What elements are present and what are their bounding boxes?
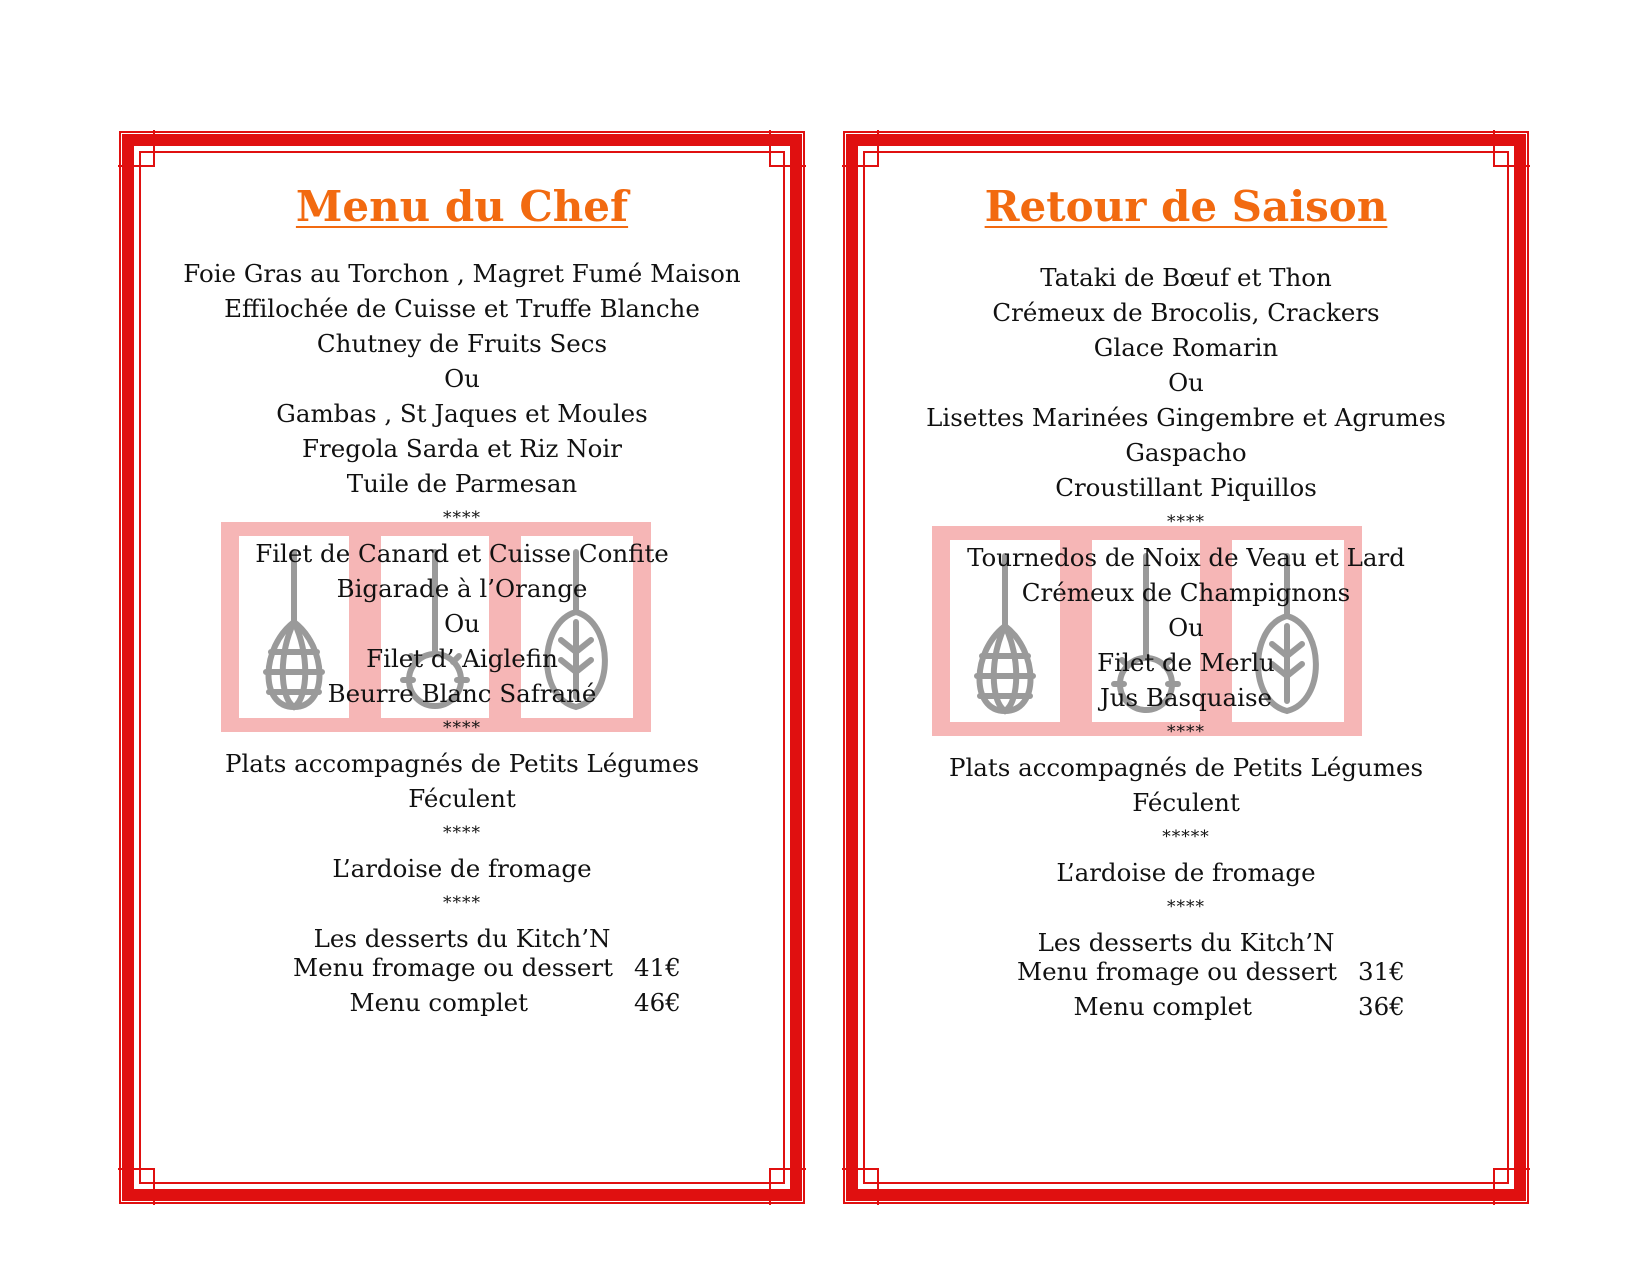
price-label: Menu fromage ou dessert <box>293 953 613 982</box>
separator: **** <box>443 718 481 738</box>
separator: ***** <box>1162 827 1210 847</box>
price-label: Menu fromage ou dessert <box>1017 957 1337 986</box>
separator: **** <box>443 893 481 913</box>
menu-line: Ou <box>444 609 480 638</box>
menu-line: Lisettes Marinées Gingembre et Agrumes <box>926 403 1446 432</box>
menu-title: Retour de Saison <box>984 182 1388 231</box>
price-label: Menu complet <box>1073 992 1252 1021</box>
separator: **** <box>1167 897 1205 917</box>
price-row <box>283 985 681 1020</box>
menu-line: Tuile de Parmesan <box>346 469 578 498</box>
menu-line: Plats accompagnés de Petits Légumes <box>224 749 700 778</box>
menu-line: Ou <box>1168 613 1204 642</box>
menu-line: Croustillant Piquillos <box>1055 473 1317 502</box>
menu-line: Ou <box>1168 368 1204 397</box>
separator: **** <box>443 508 481 528</box>
menu-line: L’ardoise de fromage <box>332 854 592 883</box>
menu-line: Féculent <box>1132 788 1240 817</box>
menu-line: Ou <box>444 364 480 393</box>
menu-title: Menu du Chef <box>295 182 629 231</box>
menu-line: Beurre Blanc Safrané <box>327 679 597 708</box>
menu-line: Les desserts du Kitch’N <box>313 924 611 953</box>
menu-line: Gaspacho <box>1125 438 1247 467</box>
separator: **** <box>443 823 481 843</box>
menu-card-saison <box>842 130 1530 1205</box>
menu-line: Glace Romarin <box>1093 333 1279 362</box>
menu-line: Chutney de Fruits Secs <box>316 329 608 358</box>
menu-line: Tataki de Bœuf et Thon <box>1040 263 1332 292</box>
menu-line: Les desserts du Kitch’N <box>1037 928 1335 957</box>
price-row <box>1007 989 1405 1024</box>
menu-line: Filet d’ Aiglefin <box>366 644 558 673</box>
price-amount: 36€ <box>1358 992 1405 1021</box>
price-row <box>1007 954 1405 989</box>
price-label: Menu complet <box>349 988 528 1017</box>
menu-line: Fregola Sarda et Riz Noir <box>302 434 622 463</box>
price-amount: 31€ <box>1358 957 1405 986</box>
menu-line: Féculent <box>408 784 516 813</box>
menu-line: Crémeux de Champignons <box>1021 578 1351 607</box>
menu-line: Effilochée de Cuisse et Truffe Blanche <box>224 294 700 323</box>
menu-lines <box>158 256 766 956</box>
menu-line: Crémeux de Brocolis, Crackers <box>992 298 1380 327</box>
menu-line: Filet de Merlu <box>1097 648 1275 677</box>
menu-line: Plats accompagnés de Petits Légumes <box>948 753 1424 782</box>
menu-line: Jus Basquaise <box>1099 683 1273 712</box>
separator: **** <box>1167 512 1205 532</box>
price-amount: 46€ <box>634 988 681 1017</box>
menu-line: Filet de Canard et Cuisse Confite <box>255 539 669 568</box>
menu-line: Tournedos de Noix de Veau et Lard <box>967 543 1405 572</box>
menu-line: Gambas , St Jaques et Moules <box>276 399 648 428</box>
menu-lines <box>882 260 1490 960</box>
separator: **** <box>1167 722 1205 742</box>
price-amount: 41€ <box>634 953 681 982</box>
menu-line: L’ardoise de fromage <box>1056 858 1316 887</box>
price-row <box>283 950 681 985</box>
menu-line: Foie Gras au Torchon , Magret Fumé Maison <box>183 259 741 288</box>
menu-line: Bigarade à l’Orange <box>336 574 588 603</box>
menu-card-chef <box>118 130 806 1205</box>
